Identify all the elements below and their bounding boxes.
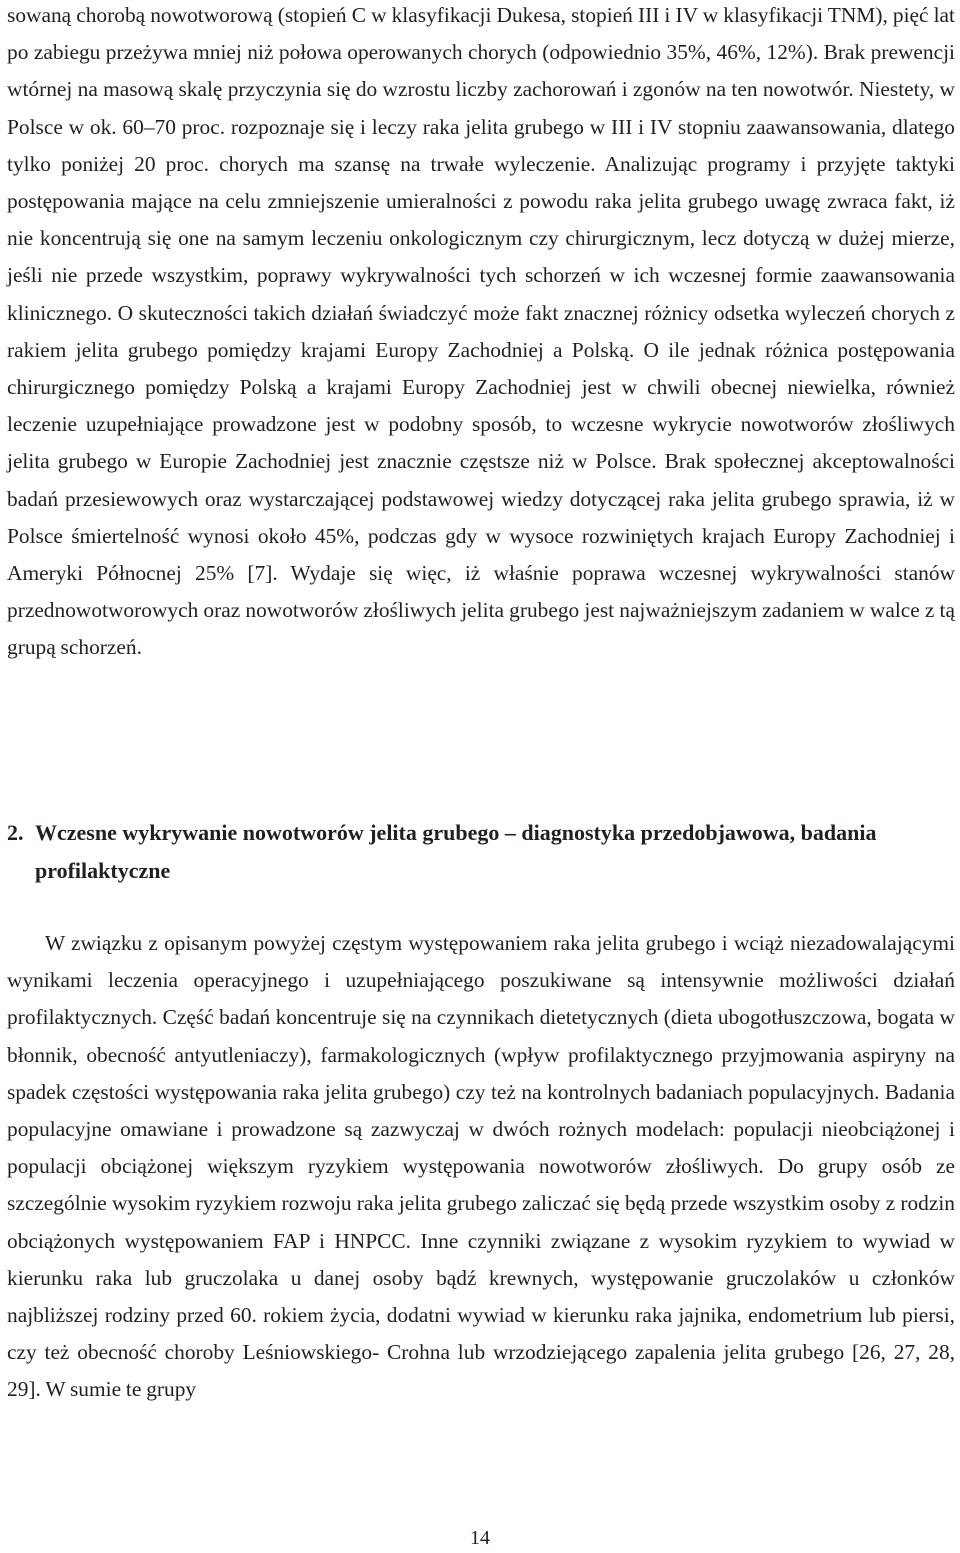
body-paragraph-2: W związku z opisanym powyżej częstym występowaniem raka jelita grubego i wciąż niezadowalającymi wynikami leczenia operacyjnego i uzupełniającego poszukiwane są intensywnie możliwości działań profilaktycznych. Część badań koncentruje się na czynnikach dietetycznych (dieta ubogotłuszczowa, bogata w błonnik, obecność antyutleniaczy), farmakologicznych (wpływ profilaktycznego przyjmowania aspiryny na spadek częstości występowania raka jelita grubego) czy też na kontrolnych badaniach populacyjnych. Badania populacyjne omawiane i prowadzone są zazwyczaj w dwóch rożnych modelach: populacji nieobciążonej i populacji obciążonej większym ryzykiem występowania nowotworów złośliwych. Do grupy osób ze szczególnie wysokim ryzykiem rozwoju raka jelita grubego zaliczać się będą przede wszystkim osoby z rodzin obciążonych występowaniem FAP i HNPCC. Inne czynniki związane z wysokim ryzykiem to wywiad w kierunku raka lub gruczolaka u danej osoby bądź krewnych, występowanie gruczolaków u członków najbliższej rodziny przed 60. rokiem życia, dodatni wywiad w kierunku raka jajnika, endometrium lub piersi, czy też obecność choroby Leśniowskiego- Crohna lub wrzodziejącego zapalenia jelita grubego [26, 27, 28, 29]. W sumie te grupy xyxy=(7,931,955,1402)
page-number: 14 xyxy=(470,1527,490,1549)
section-heading xyxy=(7,814,955,890)
body-paragraph-1: sowaną chorobą nowotworową (stopień C w klasyfikacji Dukesa, stopień III i IV w klasyfikacji TNM), pięć lat po zabiegu przeżywa mniej niż połowa operowanych chorych (odpowiednio 35%, 46%, 12%). Brak prewencji wtórnej na masową skalę przyczynia się do wzrostu liczby zachorowań i zgonów na ten nowotwór. Niestety, w Polsce w ok. 60–70 proc. rozpoznaje się i leczy raka jelita grubego w III i IV stopniu zaawansowania, dlatego tylko poniżej 20 proc. chorych ma szansę na trwałe wyleczenie. Analizując programy i przyjęte taktyki postępowania mające na celu zmniejszenie umieralności z powodu raka jelita grubego uwagę zwraca fakt, iż nie koncentrują się one na samym leczeniu onkologicznym czy chirurgicznym, lecz dotyczą w dużej mierze, jeśli nie przede wszystkim, poprawy wykrywalności tych schorzeń w ich wczesnej formie zaawansowania klinicznego. O skuteczności takich działań świadczyć może fakt znacznej różnicy odsetka wyleczeń chorych z rakiem jelita grubego pomiędzy krajami Europy Zachodniej a Polską. O ile jednak różnica postępowania chirurgicznego pomiędzy Polską a krajami Europy Zachodniej jest w chwili obecnej niewielka, również leczenie uzupełniające prowadzone jest w podobny sposób, to wczesne wykrycie nowotworów złośliwych jelita grubego w Europie Zachodniej jest znacznie częstsze niż w Polsce. Brak społecznej akceptowalności badań przesiewowych oraz wystarczającej podstawowej wiedzy dotyczącej raka jelita grubego sprawia, iż w Polsce śmiertelność wynosi około 45%, podczas gdy w wysoce rozwiniętych krajach Europy Zachodniej i Ameryki Północnej 25% [7]. Wydaje się więc, iż właśnie poprawa wczesnej wykrywalności stanów przednowotworowych oraz nowotworów złośliwych jelita grubego jest najważniejszym zadaniem w walce z tą grupą schorzeń. xyxy=(7,3,955,660)
section-title: Wczesne wykrywanie nowotworów jelita grubego – diagnostyka przedobjawowa, badania profilaktyczne xyxy=(35,820,877,883)
section-number: 2. xyxy=(7,820,24,845)
